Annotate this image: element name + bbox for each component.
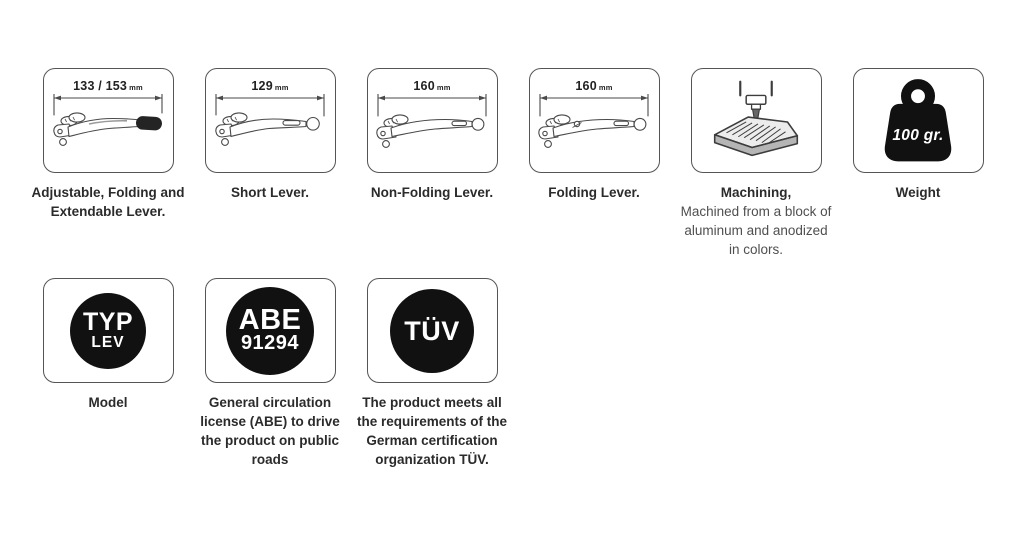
badge-line1: ABE <box>238 304 302 336</box>
milling-machine-icon <box>697 77 815 165</box>
feature-card <box>691 68 822 173</box>
feature-caption-subtitle: Machined from a block of aluminum and anodized in colors. <box>680 204 832 257</box>
badge-line1: TYP <box>82 307 134 336</box>
feature-card <box>205 278 336 383</box>
badge-line2: LEV <box>91 333 125 351</box>
lever-non-folding-icon <box>373 94 491 158</box>
dimension-value: 129 <box>251 79 273 93</box>
feature-card <box>43 278 174 383</box>
dimension-label <box>251 79 288 93</box>
abe-badge <box>226 287 314 375</box>
feature-caption: Adjustable, Folding and Extendable Lever. <box>31 185 185 219</box>
feature-weight <box>837 68 999 259</box>
feature-caption: Non-Folding Lever. <box>370 185 494 200</box>
feature-caption <box>678 183 834 259</box>
feature-non-folding-lever <box>351 68 513 259</box>
dimension-unit: mm <box>129 83 143 92</box>
feature-card <box>529 68 660 173</box>
feature-folding-lever <box>513 68 675 259</box>
typ-lev-badge <box>70 293 146 369</box>
dimension-unit: mm <box>274 83 289 92</box>
feature-card <box>205 68 336 173</box>
feature-card <box>853 68 984 173</box>
feature-caption: Short Lever. <box>230 185 310 200</box>
feature-caption: The product meets all the requirements of the German certification organization TÜV. <box>356 395 508 467</box>
dimension-label <box>413 79 450 93</box>
feature-tuv-certification <box>351 278 513 469</box>
features-row-1 <box>27 68 999 259</box>
tuv-badge <box>390 289 474 373</box>
feature-adjustable-lever <box>27 68 189 259</box>
feature-caption: General circulation license (ABE) to drive the product on public roads <box>200 395 340 467</box>
feature-caption-title: Machining, <box>720 185 792 200</box>
lever-short-icon <box>211 94 329 158</box>
feature-caption: Folding Lever. <box>548 185 640 200</box>
dimension-label <box>575 79 612 93</box>
dimension-value: 160 <box>413 79 435 93</box>
dimension-unit: mm <box>436 83 451 92</box>
feature-card <box>367 278 498 383</box>
dimension-value: 133 / 153 <box>73 79 128 93</box>
feature-model <box>27 278 189 469</box>
features-row-2 <box>27 278 513 469</box>
badge-line1: TÜV <box>404 315 460 346</box>
feature-caption: Model <box>88 395 128 410</box>
dimension-label <box>73 79 143 93</box>
dimension-value: 160 <box>575 79 597 93</box>
weight-icon <box>863 77 973 169</box>
feature-short-lever <box>189 68 351 259</box>
lever-folding-icon <box>535 94 653 158</box>
feature-card <box>367 68 498 173</box>
badge-line2: 91294 <box>240 332 300 354</box>
lever-adjustable-icon <box>49 94 167 158</box>
weight-value-label: 100 gr. <box>892 127 944 144</box>
dimension-unit: mm <box>598 83 613 92</box>
feature-machining <box>675 68 837 259</box>
feature-caption: Weight <box>895 185 941 200</box>
feature-card <box>43 68 174 173</box>
feature-abe-license <box>189 278 351 469</box>
